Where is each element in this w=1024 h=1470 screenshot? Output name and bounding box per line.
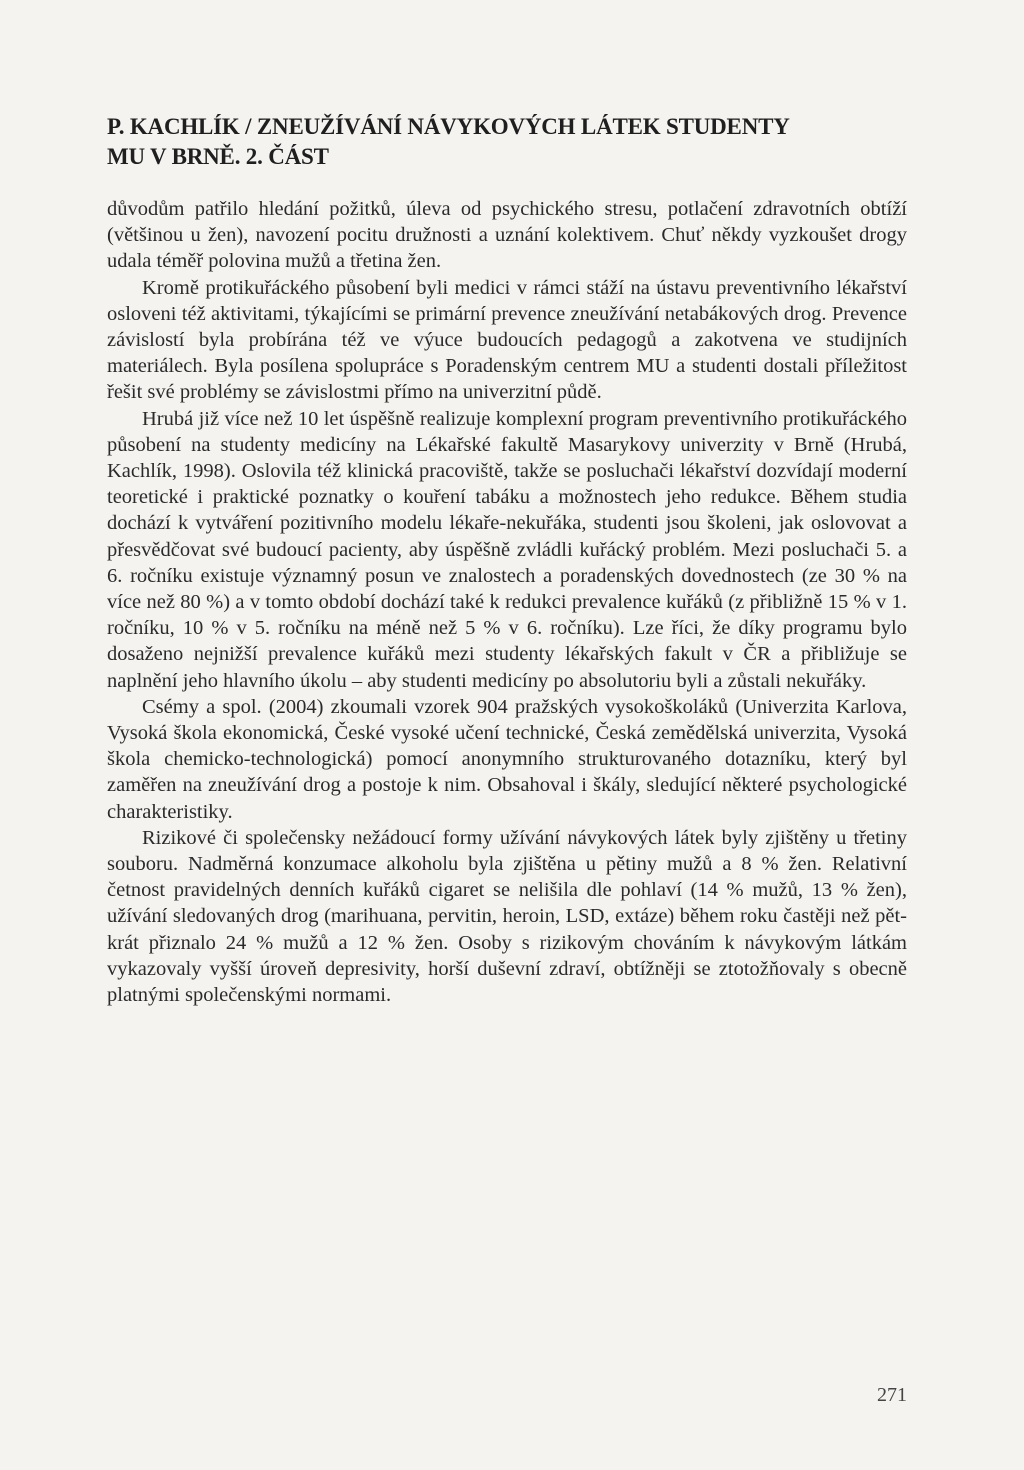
running-head [107,112,907,172]
page-number: 271 [877,1384,907,1406]
body-text [107,196,907,1008]
running-head-line-1: P. KACHLÍK / ZNEUŽÍVÁNÍ NÁVYKOVÝCH LÁTEK STUDENTY [107,114,790,139]
running-head-line-2: MU V BRNĚ. 2. ČÁST [107,144,329,169]
paragraph: Hrubá již více než 10 let úspěšně realizuje komplexní program preventivního protikuřáckého působení na studenty medicíny na Lékařské fakultě Masarykovy univerzity v Brně (Hrubá, Kachlík, 1998). Oslovila též klinická pracoviště, takže se posluchači lékařství dozvídají moderní teoretické i praktické poznatky o kouření tabáku a možnostech jeho redukce. Během studia dochází k vytváření pozitivního modelu lékaře-nekuřáka, studenti jsou školeni, jak oslovovat a přesvědčovat své budoucí pacienty, aby úspěšně zvládli kuřácký problém. Mezi posluchači 5. a 6. ročníku existuje významný posun ve znalostech a poradenských dovednostech (ze 30 % na více než 80 %) a v tomto období dochází také k redukci prevalence kuřáků (z přibližně 15 % v 1. ročníku, 10 % v 5. ročníku na méně než 5 % v 6. ročníku). Lze říci, že díky programu bylo dosaženo nejnižší prevalence kuřáků mezi studenty lékařských fakult v ČR a přibližuje se naplnění jeho hlavního úkolu – aby studenti medicíny po absolutoriu byli a zůstali nekuřáky. [107,407,907,692]
paragraph: Rizikové či společensky nežádoucí formy užívání návykových látek byly zjištěny u třetiny souboru. Nadměrná konzumace alkoholu byla zjištěna u pětiny mužů a 8 % žen. Relativní četnost pravidelných denních kuřáků cigaret se nelišila dle pohlaví (14 % mužů, 13 % žen), užívání sledovaných drog (marihuana, pervitin, heroin, LSD, extáze) během roku častěji než pětkrát přiznalo 24 % mužů a 12 % žen. Osoby s rizikovým chováním k návykovým látkám vykazovaly vyšší úroveň depresivity, horší duševní zdraví, obtížněji se ztotožňovaly s obecně platnými společenskými normami. [107,826,907,1007]
paragraph: Kromě protikuřáckého působení byli medici v rámci stáží na ústavu preventivního lékařství osloveni též aktivitami, týkajícími se primární prevence zneužívání netabákových drog. Prevence závislostí byla probírána též ve výuce budoucích pedagogů a zakotvena ve studijních materiálech. Byla posílena spolupráce s Poradenským centrem MU a studenti dostali příležitost řešit své problémy se závislostmi přímo na univerzitní půdě. [107,276,907,404]
paragraph: Csémy a spol. (2004) zkoumali vzorek 904 pražských vysokoškoláků (Univerzita Karlova, Vysoká škola ekonomická, České vysoké učení technické, Česká zemědělská univerzita, Vysoká škola chemicko-technologická) pomocí anonymního strukturovaného dotazníku, který byl zaměřen na zneužívání drog a postoje k nim. Obsahoval i škály, sledující některé psychologické charakteristiky. [107,695,907,823]
paragraph: důvodům patřilo hledání požitků, úleva od psychického stresu, potlačení zdravotních obtíží (většinou u žen), navození pocitu družnosti a uznání kolektivem. Chuť někdy vyzkoušet drogy udala téměř polovina mužů a třetina žen. [107,198,907,273]
